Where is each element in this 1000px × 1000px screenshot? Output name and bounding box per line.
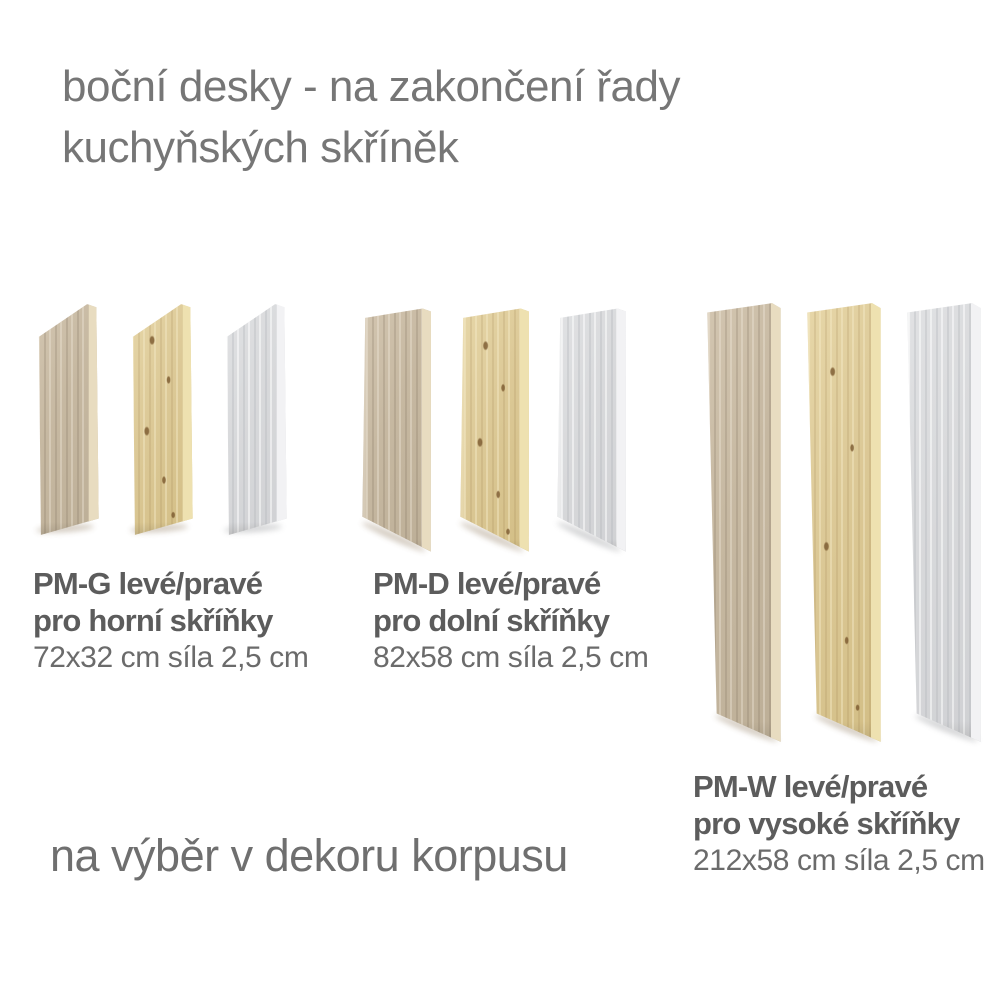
panel-oak-artisan <box>127 303 193 536</box>
panel-face-white <box>221 303 287 536</box>
product-dimensions: 212x58 cm síla 2,5 cm <box>693 844 985 877</box>
page-title <box>62 56 680 178</box>
panel-face-oak-sonoma <box>33 303 99 536</box>
product-label-pm-w <box>693 768 985 880</box>
product-dimensions: 72x32 cm síla 2,5 cm <box>33 641 309 674</box>
panel-face-oak-artisan <box>459 306 529 554</box>
panel-face-white <box>556 306 626 554</box>
product-usage: pro horní skříňky <box>33 603 273 638</box>
product-label-pm-g <box>33 565 308 677</box>
product-usage: pro vysoké skříňky <box>693 806 960 841</box>
product-usage: pro dolní skříňky <box>373 603 610 638</box>
panel-white <box>903 300 981 748</box>
panel-white <box>221 303 287 536</box>
panel-face-oak-sonoma <box>361 306 431 554</box>
panel-oak-artisan <box>459 306 529 554</box>
panel-oak-sonoma <box>703 300 781 748</box>
panel-oak-sonoma <box>33 303 99 536</box>
panel-face-white <box>903 300 981 748</box>
panel-oak-sonoma <box>361 306 431 554</box>
page-title-line1: boční desky - na zakončení řady <box>62 62 680 111</box>
product-dimensions: 82x58 cm síla 2,5 cm <box>373 641 649 674</box>
product-code: PM-W levé/pravé <box>693 769 928 804</box>
product-code: PM-G levé/pravé <box>33 566 263 601</box>
panel-face-oak-artisan <box>803 300 881 748</box>
page-title-line2: kuchyňských skříněk <box>62 123 459 172</box>
panel-face-oak-artisan <box>127 303 193 536</box>
panel-white <box>556 306 626 554</box>
product-label-pm-d <box>373 565 648 677</box>
panel-oak-artisan <box>803 300 881 748</box>
footer-note: na výběr v dekoru korpusu <box>50 830 568 881</box>
product-code: PM-D levé/pravé <box>373 566 601 601</box>
panel-face-oak-sonoma <box>703 300 781 748</box>
